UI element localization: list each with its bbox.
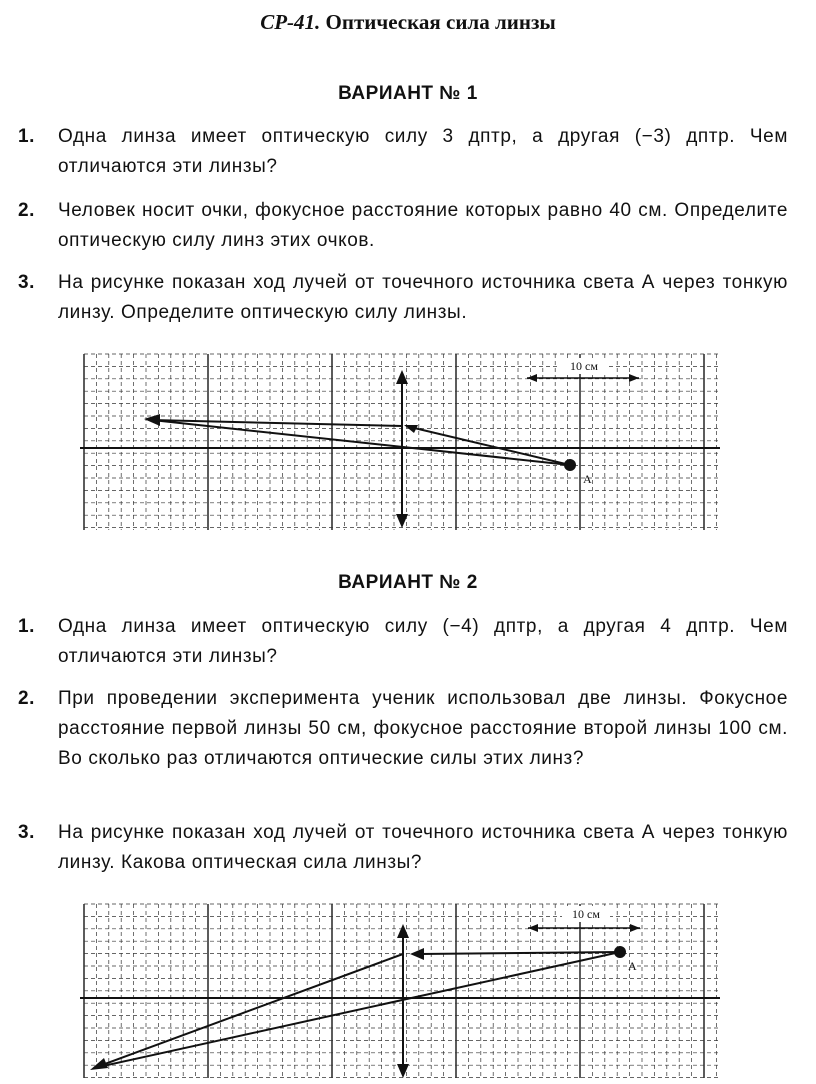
task-number: 3. bbox=[18, 272, 36, 293]
source-point-a bbox=[564, 459, 576, 471]
task-text: На рисунке показан ход лучей от точечного источника света А через тонкую линзу. Какова оптическая сила линзы? bbox=[58, 822, 788, 873]
variant-1-task-1 bbox=[18, 122, 788, 182]
task-text: Одна линза имеет оптическую силу 3 дптр, а другая (−3) дптр. Чем отличаются эти линзы? bbox=[58, 126, 788, 177]
ray-arrowhead bbox=[144, 414, 160, 426]
scale-marker bbox=[528, 924, 640, 932]
title-text: Оптическая сила линзы bbox=[325, 10, 556, 34]
task-text: Одна линза имеет оптическую силу (−4) дптр, а другая 4 дптр. Чем отличаются эти линзы? bbox=[58, 616, 788, 667]
task-number: 2. bbox=[18, 688, 36, 709]
variant-1-task-2 bbox=[18, 196, 788, 256]
task-text: На рисунке показан ход лучей от точечного источника света А через тонкую линзу. Определите оптическую силу линзы. bbox=[58, 272, 788, 323]
source-point-label: А bbox=[628, 959, 637, 973]
variant-2-heading: ВАРИАНТ № 2 bbox=[338, 572, 478, 593]
task-number: 3. bbox=[18, 822, 36, 843]
variant-2-ray-diagram bbox=[80, 900, 720, 1078]
ray-arrowhead bbox=[90, 1058, 108, 1070]
variant-2-task-3 bbox=[18, 818, 788, 878]
scale-label: 10 см bbox=[572, 907, 600, 921]
variant-1-task-3 bbox=[18, 268, 788, 328]
task-text: Человек носит очки, фокусное расстояние которых равно 40 см. Определите оптическую силу линз этих очков. bbox=[58, 200, 788, 251]
page-title bbox=[0, 10, 816, 35]
source-point-label: А bbox=[583, 472, 592, 486]
task-number: 1. bbox=[18, 126, 36, 147]
scale-marker bbox=[527, 374, 639, 382]
task-text: При проведении эксперимента ученик использовал две линзы. Фокусное расстояние первой линзы 50 см, фокусное расстояние второй линзы 100 см. Во сколько раз отличаются оптические силы этих линз? bbox=[58, 688, 788, 769]
variant-1-heading: ВАРИАНТ № 1 bbox=[338, 83, 478, 104]
variant-1-ray-diagram bbox=[80, 350, 720, 530]
task-number: 2. bbox=[18, 200, 36, 221]
scale-label: 10 см bbox=[570, 359, 598, 373]
variant-2-task-1 bbox=[18, 612, 788, 672]
source-point-a bbox=[614, 946, 626, 958]
ray-arrowhead bbox=[410, 948, 424, 960]
light-rays bbox=[152, 420, 570, 465]
task-number: 1. bbox=[18, 616, 36, 637]
title-code: СР-41. bbox=[260, 10, 321, 34]
variant-2-task-2 bbox=[18, 684, 788, 774]
